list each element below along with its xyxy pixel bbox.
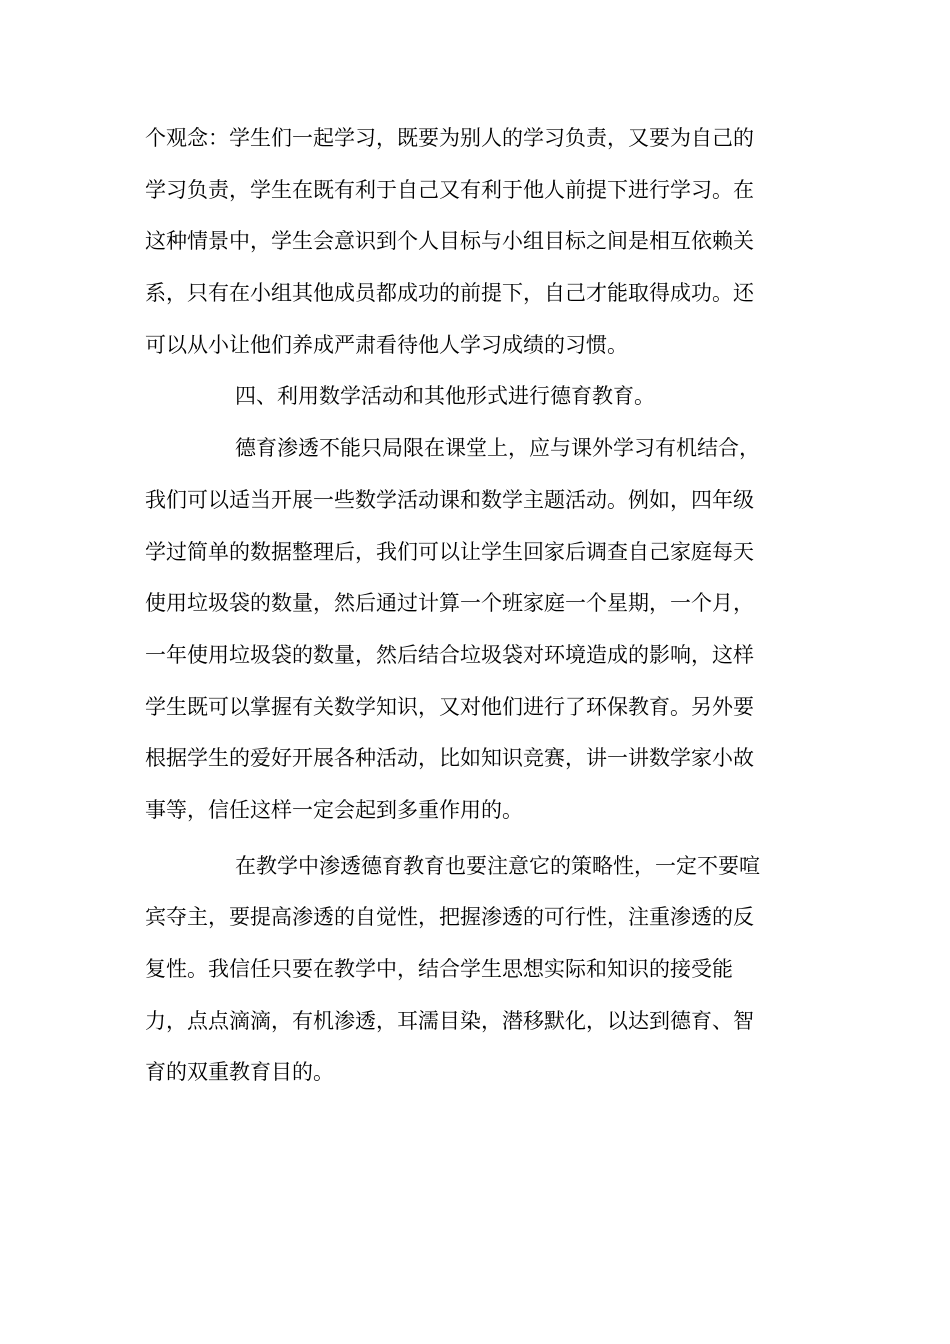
paragraph-1-line-1: 个观念：学生们一起学习，既要为别人的学习负责，又要为自己的 [145, 126, 754, 150]
section-heading: 四、利用数学活动和其他形式进行德育教育。 [235, 384, 655, 409]
paragraph-4-line-2: 宾夺主，要提高渗透的自觉性，把握渗透的可行性，注重渗透的反 [145, 905, 754, 930]
paragraph-1-line-4: 系，只有在小组其他成员都成功的前提下，自己才能取得成功。还 [145, 281, 754, 306]
paragraph-3-line-3: 学过简单的数据整理后，我们可以让学生回家后调查自己家庭每天 [145, 539, 754, 564]
paragraph-1-line-5: 可以从小让他们养成严肃看待他人学习成绩的习惯。 [145, 332, 628, 357]
paragraph-1-line-3: 这种情景中，学生会意识到个人目标与小组目标之间是相互依赖关 [145, 229, 754, 254]
paragraph-3-line-8: 事等，信任这样一定会起到多重作用的。 [145, 797, 523, 822]
paragraph-4-line-4: 力，点点滴滴，有机渗透，耳濡目染，潜移默化，以达到德育、智 [145, 1008, 754, 1033]
body-text [145, 113, 805, 1099]
paragraph-3-line-6: 学生既可以掌握有关数学知识，又对他们进行了环保教育。另外要 [145, 694, 754, 719]
paragraph-3-line-4: 使用垃圾袋的数量，然后通过计算一个班家庭一个星期，一个月， [145, 591, 754, 616]
paragraph-3-line-5: 一年使用垃圾袋的数量，然后结合垃圾袋对环境造成的影响，这样 [145, 642, 754, 667]
paragraph-3-line-7: 根据学生的爱好开展各种活动，比如知识竞赛，讲一讲数学家小故 [145, 746, 754, 771]
paragraph-3-line-2: 我们可以适当开展一些数学活动课和数学主题活动。例如，四年级 [145, 487, 754, 512]
paragraph-4-line-5: 育的双重教育目的。 [145, 1060, 334, 1085]
paragraph-4-line-1: 在教学中渗透德育教育也要注意它的策略性，一定不要喧 [235, 853, 760, 878]
paragraph-3-line-1: 德育渗透不能只局限在课堂上，应与课外学习有机结合， [235, 436, 760, 461]
paragraph-1-line-2: 学习负责，学生在既有利于自己又有利于他人前提下进行学习。在 [145, 177, 754, 202]
paragraph-4-line-3: 复性。我信任只要在教学中，结合学生思想实际和知识的接受能 [145, 957, 733, 981]
